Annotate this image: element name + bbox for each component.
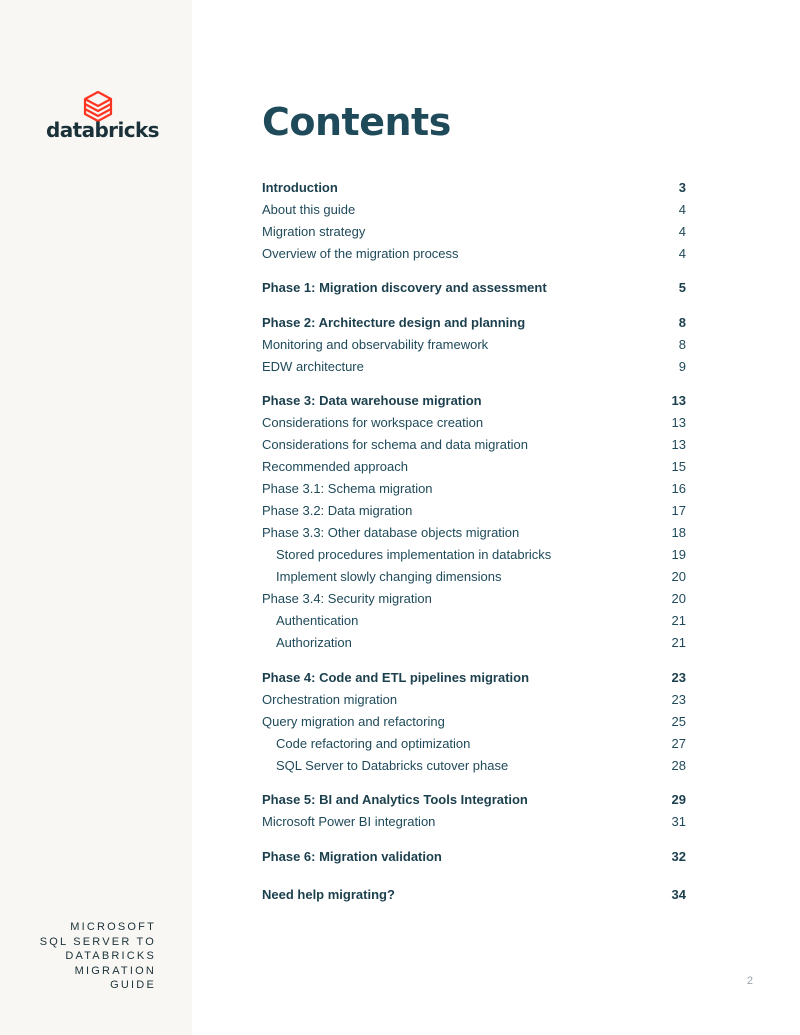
- toc-entry-label: SQL Server to Databricks cutover phase: [276, 757, 509, 773]
- toc-entry-page: 23: [671, 669, 686, 685]
- toc-entry-label: Phase 3.1: Schema migration: [262, 481, 433, 496]
- toc-entry-page: 8: [678, 314, 686, 330]
- toc-entry[interactable]: [262, 588, 686, 610]
- toc-entry[interactable]: [262, 732, 686, 754]
- toc-entry[interactable]: [262, 544, 686, 566]
- toc-entry[interactable]: [262, 220, 686, 242]
- toc-entry-label: Considerations for workspace creation: [262, 415, 484, 430]
- toc-entry-page: 23: [671, 691, 686, 707]
- toc-entry-page: 21: [671, 635, 686, 650]
- toc-entry-label: Orchestration migration: [262, 691, 398, 707]
- toc-entry[interactable]: [262, 242, 686, 264]
- toc-entry-label: Implement slowly changing dimensions: [276, 569, 502, 584]
- page-number: 2: [746, 975, 753, 987]
- toc-entry-page: 13: [671, 437, 686, 452]
- toc-entry[interactable]: [262, 311, 686, 333]
- toc-entry-page: 27: [671, 735, 686, 751]
- toc-entry-page: 25: [671, 713, 686, 729]
- sidebar: [0, 0, 192, 1035]
- guide-title-line: MIGRATION: [74, 964, 156, 977]
- toc-entry[interactable]: [262, 845, 686, 867]
- toc-entry-page: 4: [678, 223, 686, 239]
- guide-title-line: GUIDE: [110, 979, 156, 991]
- toc-entry-label: Phase 3: Data warehouse migration: [262, 393, 482, 408]
- toc-entry-page: 16: [671, 481, 686, 496]
- toc-entry[interactable]: [262, 566, 686, 588]
- toc-entry[interactable]: [262, 632, 686, 654]
- table-of-contents: [262, 176, 686, 905]
- guide-title-line: MICROSOFT: [70, 921, 156, 933]
- databricks-wordmark: databricks: [46, 118, 159, 142]
- toc-entry-page: 13: [671, 415, 686, 430]
- toc-entry-label: Phase 3.3: Other database objects migration: [262, 525, 520, 540]
- toc-entry[interactable]: [262, 176, 686, 198]
- toc-entry[interactable]: [262, 710, 686, 732]
- toc-entry[interactable]: [262, 500, 686, 522]
- toc-entry-label: Authorization: [276, 635, 352, 650]
- toc-entry-page: 8: [678, 336, 686, 352]
- toc-entry[interactable]: [262, 478, 686, 500]
- toc-entry[interactable]: [262, 390, 686, 412]
- toc-entry-label: Migration strategy: [262, 223, 366, 239]
- toc-entry-label: EDW architecture: [262, 358, 364, 374]
- toc-entry-page: 5: [678, 280, 686, 295]
- guide-title: [6, 920, 156, 993]
- toc-entry-label: Need help migrating?: [262, 886, 395, 902]
- toc-entry-label: Phase 3.4: Security migration: [262, 591, 432, 606]
- toc-entry[interactable]: [262, 434, 686, 456]
- toc-entry-page: 4: [678, 245, 686, 261]
- toc-entry[interactable]: [262, 333, 686, 355]
- toc-entry-page: 18: [671, 525, 686, 540]
- toc-entry-page: 17: [671, 503, 686, 518]
- toc-entry-page: 31: [671, 814, 686, 829]
- databricks-logo: [46, 90, 159, 146]
- toc-entry-label: Stored procedures implementation in databricks: [276, 547, 552, 562]
- toc-entry[interactable]: [262, 811, 686, 833]
- toc-entry[interactable]: [262, 688, 686, 710]
- toc-entry-label: Overview of the migration process: [262, 245, 459, 261]
- toc-entry-label: Code refactoring and optimization: [276, 735, 471, 751]
- toc-entry-page: 28: [671, 757, 686, 773]
- guide-title-line: DATABRICKS: [65, 950, 156, 962]
- toc-entry-page: 20: [671, 569, 686, 584]
- toc-entry[interactable]: [262, 522, 686, 544]
- toc-entry[interactable]: [262, 789, 686, 811]
- toc-entry-page: 20: [671, 591, 686, 606]
- toc-entry[interactable]: [262, 355, 686, 377]
- toc-entry-page: 13: [671, 393, 686, 408]
- toc-entry-label: Phase 2: Architecture design and planning: [262, 314, 526, 330]
- guide-title-line: SQL SERVER TO: [39, 935, 156, 948]
- toc-entry[interactable]: [262, 883, 686, 905]
- toc-entry-page: 29: [671, 792, 686, 807]
- toc-entry[interactable]: [262, 456, 686, 478]
- toc-entry-page: 32: [671, 848, 686, 864]
- toc-entry-label: Monitoring and observability framework: [262, 336, 489, 352]
- toc-entry-page: 9: [678, 358, 686, 374]
- toc-entry-label: Microsoft Power BI integration: [262, 814, 436, 829]
- toc-entry[interactable]: [262, 412, 686, 434]
- toc-entry-label: Phase 5: BI and Analytics Tools Integration: [262, 792, 528, 807]
- toc-entry-label: Phase 6: Migration validation: [262, 848, 442, 864]
- toc-entry-label: Phase 4: Code and ETL pipelines migration: [262, 669, 530, 685]
- toc-entry[interactable]: [262, 198, 686, 220]
- toc-entry-page: 4: [678, 201, 686, 217]
- toc-entry[interactable]: [262, 754, 686, 776]
- toc-entry-label: About this guide: [262, 201, 356, 217]
- toc-entry-page: 19: [671, 547, 686, 562]
- toc-entry-page: 3: [678, 179, 686, 195]
- toc-entry-label: Considerations for schema and data migration: [262, 437, 528, 452]
- toc-entry-label: Introduction: [262, 179, 338, 195]
- toc-entry[interactable]: [262, 666, 686, 688]
- toc-entry-label: Authentication: [276, 613, 359, 628]
- toc-entry-label: Query migration and refactoring: [262, 713, 445, 729]
- toc-entry-page: 34: [671, 886, 686, 902]
- toc-entry-label: Recommended approach: [262, 459, 408, 474]
- toc-entry-page: 15: [671, 459, 686, 474]
- toc-entry[interactable]: [262, 277, 686, 299]
- toc-entry-page: 21: [671, 613, 686, 628]
- page-title: Contents: [262, 100, 451, 144]
- toc-entry-label: Phase 1: Migration discovery and assessment: [262, 280, 547, 295]
- toc-entry[interactable]: [262, 610, 686, 632]
- toc-entry-label: Phase 3.2: Data migration: [262, 503, 413, 518]
